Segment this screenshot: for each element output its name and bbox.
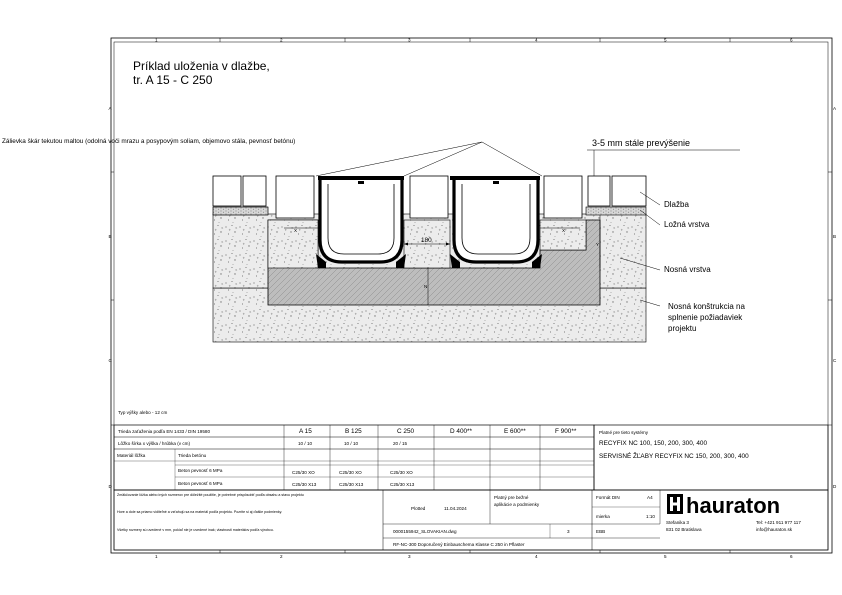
class-c250: C 250 — [397, 428, 415, 435]
scale-label: mierka — [596, 514, 610, 519]
col-label-bottom-1: 1 — [155, 554, 158, 559]
class-e600: E 600** — [504, 428, 526, 435]
validity-info: Platný pre bežné — [494, 495, 529, 500]
row-label-concrete-class: Trieda betónu — [178, 453, 207, 458]
drainage-channel-1 — [316, 176, 406, 268]
product-line1: RECYFIX NC 100, 150, 200, 300, 400 — [599, 440, 707, 447]
col-label-bottom-4: 4 — [535, 554, 538, 559]
dimension-n: N — [424, 284, 428, 289]
class-d400: D 400** — [450, 428, 473, 435]
dims-b125: 10 / 10 — [344, 441, 359, 446]
col-label-bottom-6: 6 — [790, 554, 793, 559]
col-label-bottom-5: 5 — [664, 554, 667, 559]
col-label-2: 2 — [280, 37, 283, 43]
paver — [410, 176, 448, 218]
drawing-title-line2: tr. A 15 - C 250 — [133, 73, 213, 87]
row-label-concrete-strength: Beton pevnosť 6 MPa — [178, 468, 223, 473]
row-label-material: Materiál lôžka — [117, 453, 146, 458]
dimension-180: 180 — [421, 237, 432, 244]
row-label-c: C — [108, 358, 112, 363]
cross-section — [213, 176, 646, 342]
col-label-3: 3 — [408, 37, 411, 43]
col-label-bottom-2: 2 — [280, 554, 283, 559]
note-line-2: Hore a dole sa priamo viditeľné a vzťahujú sa na materiál podľa projektu. Pozrite si aj ďalšie podmienky. — [117, 510, 283, 514]
row-label-c-right: C — [833, 358, 837, 363]
paver — [276, 176, 314, 218]
class-a15: A 15 — [299, 428, 312, 435]
concrete2-b125: C25/30 X13 — [339, 482, 364, 487]
row-label-concrete-strength-2: Beton pevnosť 6 MPa — [178, 481, 223, 486]
drawing-number: 0000155942_SLOVAKIAN.dwg — [393, 529, 457, 534]
layer-paving: Dlažba — [664, 200, 689, 209]
address-line-1: Stefanika 3 — [666, 520, 689, 525]
layer-base: Nosná vrstva — [664, 265, 711, 274]
phone: Tel: +421 911 977 117 — [756, 520, 801, 525]
dims-a15: 10 / 10 — [298, 441, 313, 446]
grout-annotation: Zálievka škár tekutou maltou (odolná voči mrazu a posypovým soliam, objemovo stála, pevnosť betónu) — [2, 138, 296, 145]
paver — [544, 176, 582, 218]
note-text: Typ výšky alebo - 12 cm — [118, 410, 168, 415]
row-label-b-right: B — [833, 234, 837, 239]
note-line-3: Všetky rozmery sú uvedené v mm, pokiaľ nie je uvedené inak; vlastnosti materiálov podľa výrobcu. — [117, 528, 274, 532]
format-label: Formát DIN — [596, 495, 620, 500]
layer-bedding: Ložná vrstva — [664, 220, 710, 229]
drawing-title-line1: Príklad uloženia v dlažbe, — [133, 59, 270, 73]
table-header-label: Trieda zaťaženia podľa EN 1433 / DIN 19580 — [118, 429, 211, 434]
class-b125: B 125 — [345, 428, 362, 435]
paver — [243, 176, 266, 206]
plotted-label: Plotted — [411, 506, 426, 511]
col-label-5: 5 — [664, 37, 667, 43]
email: info@hauraton.sk — [756, 527, 793, 532]
concrete-b125: C25/30 XO — [339, 470, 362, 475]
row-label-a: A — [108, 106, 112, 111]
dimension-x-right: X — [562, 228, 566, 233]
scale-value: 1:10 — [646, 514, 655, 519]
dimension-y: Y — [596, 242, 600, 247]
sheet-number: 3 — [567, 529, 570, 534]
col-label-1: 1 — [155, 37, 158, 43]
drainage-channel-2 — [450, 176, 542, 268]
paver — [588, 176, 610, 206]
drawing-description: RF-NC-300 Doporučený Einbauschema Klasse C 250 in Pflaster — [393, 542, 525, 547]
layer-subbase-line3: projektu — [668, 324, 697, 333]
plotted-date: 11.04.2024 — [444, 506, 467, 511]
hauraton-logo — [667, 494, 683, 514]
concrete2-c250: C25/30 X13 — [390, 482, 415, 487]
offset-annotation: 3-5 mm stále prevýšenie — [592, 138, 691, 148]
col-label-4: 4 — [535, 37, 538, 43]
col-label-bottom-3: 3 — [408, 554, 411, 559]
concrete-c250: C25/30 XO — [390, 470, 413, 475]
col-label-6: 6 — [790, 37, 793, 43]
row-label-b: B — [108, 234, 112, 239]
row-label-a-right: A — [833, 106, 837, 111]
dimension-x-left: X — [294, 228, 298, 233]
row-label-d: D — [108, 484, 112, 489]
address-line-2: 831 02 Bratislava — [666, 527, 702, 532]
layer-subbase-line2: splnenie požiadaviek — [668, 313, 743, 322]
row-label-d-right: D — [833, 484, 837, 489]
paver — [612, 176, 646, 206]
revision: EBB — [596, 529, 606, 534]
note-line-1: Zmäkčovanie lôžka alebo iných rozmerov pre dôležité použitie, je potrebné prispôsobiť podľa obsahu a stavu projektu — [117, 493, 304, 497]
company-name: hauraton — [686, 493, 781, 518]
class-f900: F 900** — [555, 428, 577, 435]
dims-c250: 20 / 15 — [393, 441, 408, 446]
concrete2-a15: C25/30 X13 — [292, 482, 317, 487]
product-label: Platné pre tieto systémy — [599, 430, 649, 435]
format-value: A4 — [647, 495, 653, 500]
validity-info-2: aplikácie a podmienky — [494, 502, 540, 507]
paver — [213, 176, 241, 206]
dims-label: Lôžko šírka x výška / hrúbka (v cm) — [118, 441, 190, 446]
concrete-a15: C25/30 XO — [292, 470, 315, 475]
layer-subbase-line1: Nosná konštrukcia na — [668, 302, 745, 311]
product-line2: SERVISNÉ ŽĽABY RECYFIX NC 150, 200, 300, 400 — [599, 453, 749, 460]
